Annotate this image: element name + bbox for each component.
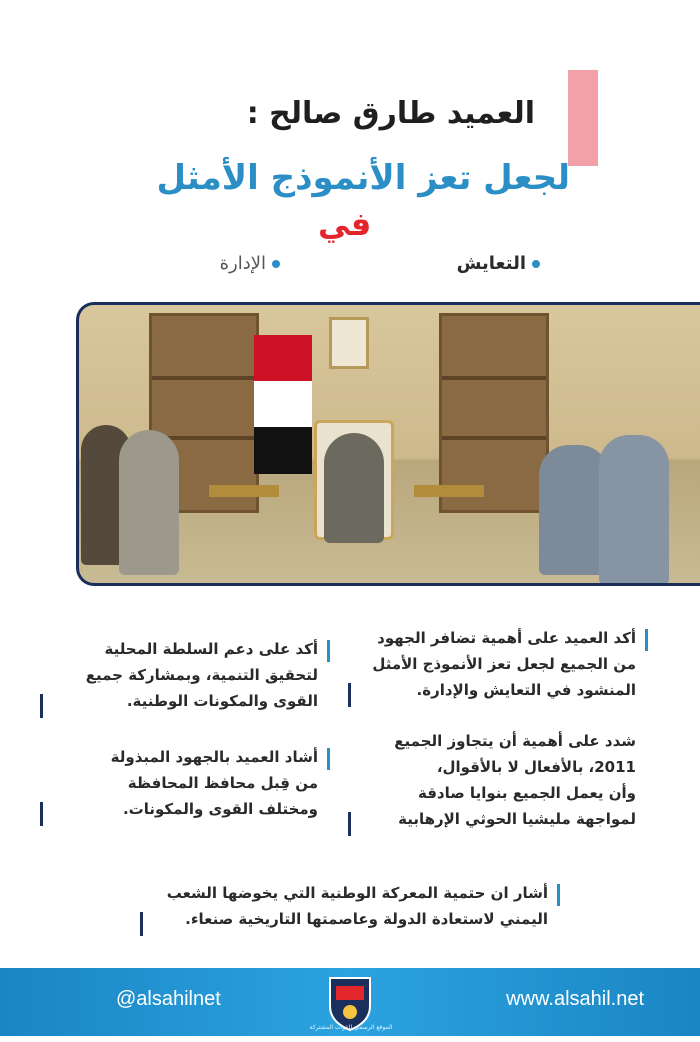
statement-card-4 bbox=[40, 744, 330, 822]
alsahil-logo-icon bbox=[326, 972, 374, 1032]
bookshelf-right bbox=[439, 313, 549, 513]
person-right-2 bbox=[599, 435, 669, 585]
footer-bar bbox=[0, 968, 700, 1036]
logo-tagline: الموقع الرسمي للقوات المشتركة bbox=[309, 1024, 393, 1031]
card-accent bbox=[645, 629, 648, 651]
card-line: ومختلف القوى والمكونات. bbox=[122, 800, 318, 818]
card-line: من الجميع لجعل تعز الأنموذج الأمثل bbox=[372, 655, 636, 673]
website-link[interactable]: www.alsahil.net bbox=[506, 988, 644, 1010]
card-line: القوى والمكونات الوطنية. bbox=[126, 692, 318, 710]
bullet-dot-icon bbox=[272, 260, 280, 268]
statement-card-1 bbox=[348, 625, 648, 703]
title-accent-bar bbox=[568, 70, 598, 166]
card-accent bbox=[327, 640, 330, 662]
person-left-2 bbox=[119, 430, 179, 575]
statement-card-3 bbox=[348, 728, 648, 832]
card-line: أكد على دعم السلطة المحلية bbox=[104, 640, 318, 658]
card-accent bbox=[557, 884, 560, 906]
topic-administration bbox=[220, 253, 280, 274]
headline-name: العميد طارق صالح : bbox=[246, 96, 535, 131]
meeting-photo bbox=[76, 302, 700, 586]
wall-portrait bbox=[329, 317, 369, 369]
card-line: من قِبل محافظ المحافظة bbox=[127, 774, 318, 792]
topic-label: التعايش bbox=[456, 253, 526, 274]
headline-statement: لجعل تعز الأنموذج الأمثل bbox=[156, 158, 570, 198]
topic-label: الإدارة bbox=[219, 253, 266, 274]
topic-coexistence bbox=[457, 253, 540, 274]
statement-card-5 bbox=[140, 880, 560, 932]
card-line: أكد العميد على أهمية تضافر الجهود bbox=[377, 629, 636, 647]
headline-in: في bbox=[318, 205, 372, 243]
card-accent bbox=[40, 802, 43, 826]
card-line: 2011، بالأفعال لا بالأقوال، bbox=[436, 758, 636, 776]
yemen-flag bbox=[254, 335, 312, 475]
side-table-right bbox=[414, 485, 484, 497]
card-line: أشاد العميد بالجهود المبذولة bbox=[110, 748, 318, 766]
card-line: المنشود في التعايش والإدارة. bbox=[416, 681, 636, 699]
card-accent bbox=[327, 748, 330, 770]
card-accent bbox=[348, 812, 351, 836]
card-line: لتحقيق التنمية، وبمشاركة جميع bbox=[85, 666, 318, 684]
card-line: شدد على أهمية أن يتجاوز الجميع bbox=[394, 732, 636, 750]
bullet-dot-icon bbox=[532, 260, 540, 268]
card-line: لمواجهة مليشيا الحوثي الإرهابية bbox=[398, 810, 636, 828]
card-line: أشار ان حتمية المعركة الوطنية التي يخوضها الشعب bbox=[166, 884, 548, 902]
person-center bbox=[324, 433, 384, 543]
card-line: اليمني لاستعادة الدولة وعاصمتها التاريخية صنعاء. bbox=[185, 910, 548, 928]
card-accent bbox=[40, 694, 43, 718]
card-accent bbox=[140, 912, 143, 936]
side-table-left bbox=[209, 485, 279, 497]
card-line: وأن يعمل الجميع بنوايا صادقة bbox=[417, 784, 636, 802]
statement-card-2 bbox=[40, 636, 330, 714]
card-accent bbox=[348, 683, 351, 707]
social-handle[interactable]: @alsahilnet bbox=[116, 988, 221, 1010]
